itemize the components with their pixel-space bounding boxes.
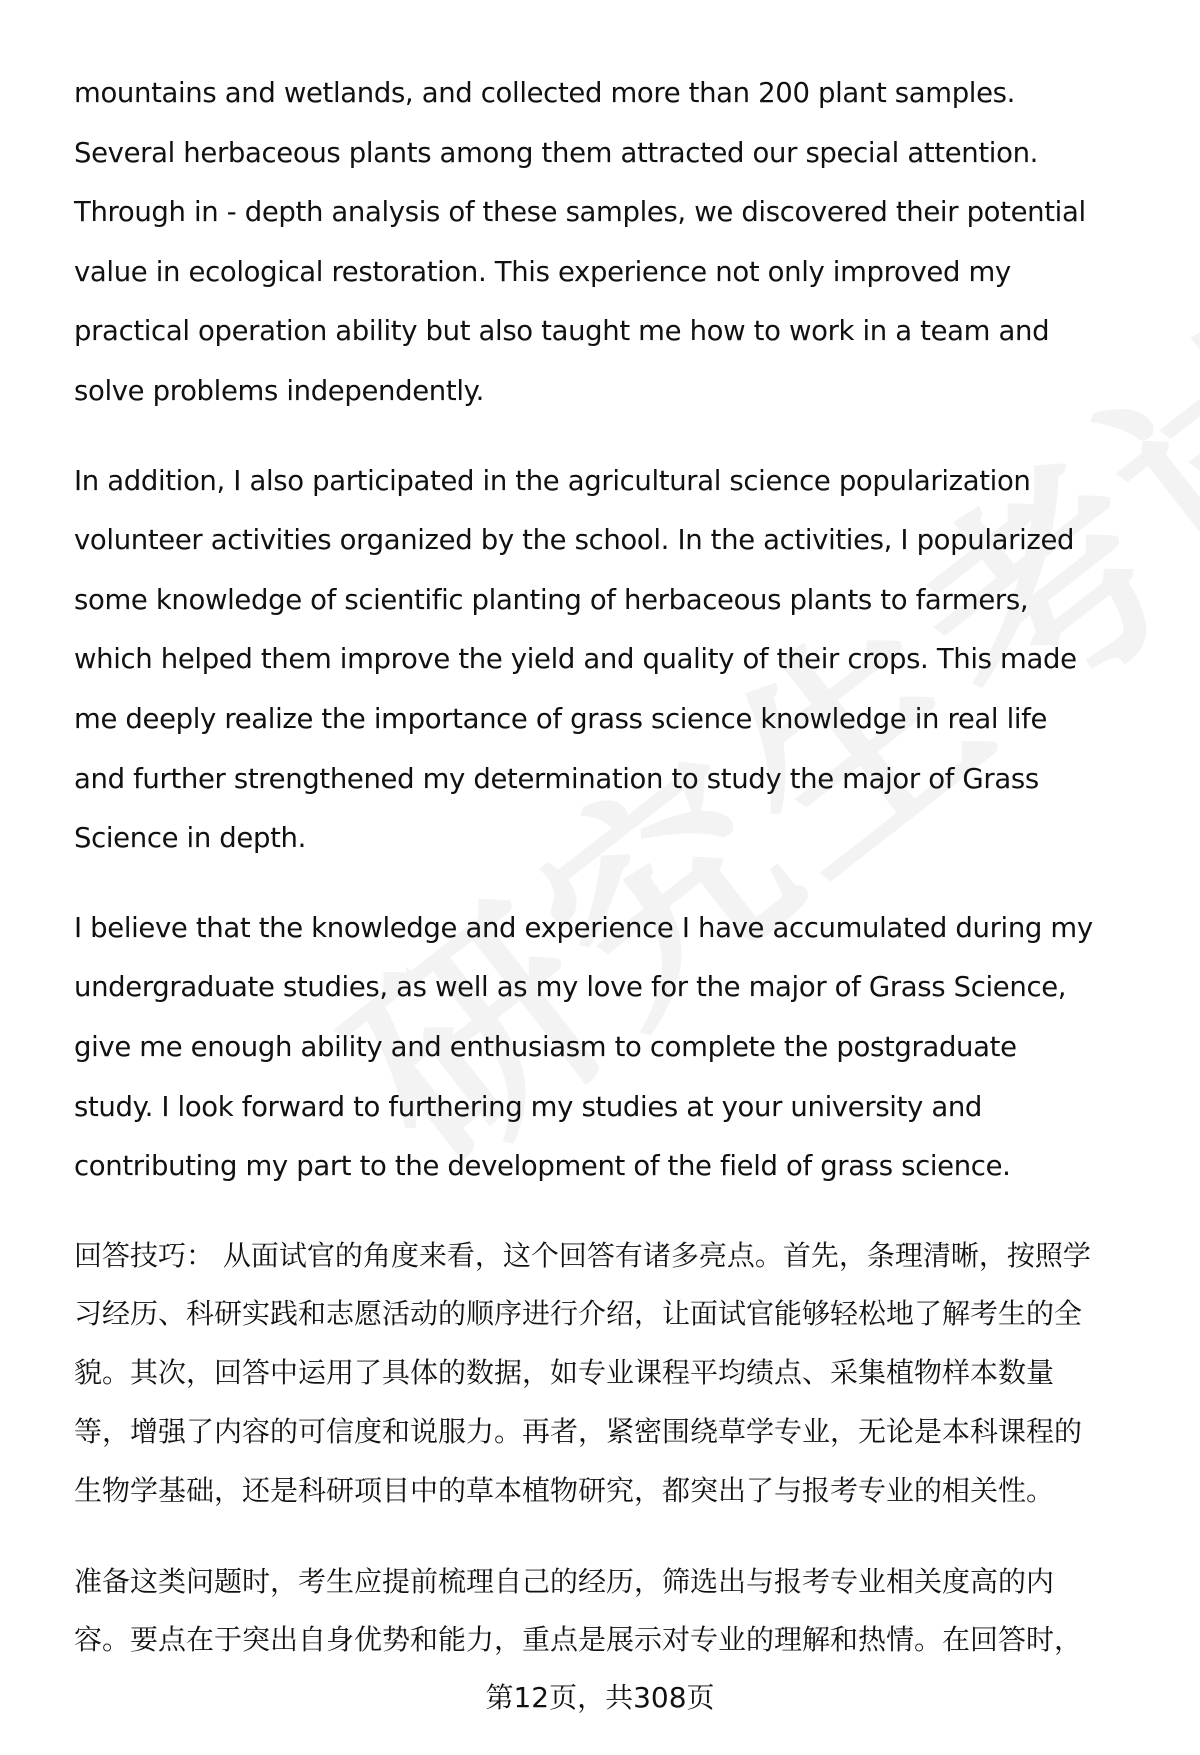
text-line: and further strengthened my determination to study the major of Grass	[74, 762, 1039, 795]
text-line: solve problems independently.	[74, 374, 485, 407]
text-line: mountains and wetlands, and collected more than 200 plant samples.	[74, 77, 1016, 109]
text-line: value in ecological restoration. This experience not only improved my	[74, 255, 1011, 288]
text-line: 习经历、科研实践和志愿活动的顺序进行介绍，让面试官能够轻松地了解考生的全	[74, 1297, 1083, 1331]
text-line: 准备这类问题时，考生应提前梳理自己的经历，筛选出与报考专业相关度高的内	[74, 1564, 1055, 1598]
text-line: contributing my part to the development of the field of grass science.	[74, 1150, 1011, 1183]
text-line: 貌。其次，回答中运用了具体的数据，如专业课程平均绩点、采集植物样本数量	[74, 1356, 1055, 1390]
paragraph-preparation	[74, 1553, 1164, 1671]
text-line: 回答技巧： 从面试官的角度来看，这个回答有诸多亮点。首先，条理清晰，按照学	[74, 1238, 1091, 1272]
text-line: 等，增强了内容的可信度和说服力。再者，紧密围绕草学专业，无论是本科课程的	[74, 1415, 1083, 1449]
paragraph-volunteer	[74, 452, 1164, 869]
page-number: 第12页，共308页	[485, 1681, 715, 1714]
text-line: I believe that the knowledge and experience I have accumulated during my	[74, 911, 1093, 944]
text-line: which helped them improve the yield and quality of their crops. This made	[74, 643, 1077, 676]
paragraph-answer-tips	[74, 1227, 1164, 1521]
text-line: Science in depth.	[74, 822, 306, 855]
text-line: study. I look forward to furthering my studies at your university and	[74, 1090, 983, 1123]
paragraph-conclusion	[74, 899, 1164, 1197]
text-line: 生物学基础，还是科研项目中的草本植物研究，都突出了与报考专业的相关性。	[74, 1473, 1055, 1507]
text-line: In addition, I also participated in the agricultural science popularization	[74, 464, 1031, 497]
text-line: give me enough ability and enthusiasm to complete the postgraduate	[74, 1030, 1017, 1063]
text-line: Through in - depth analysis of these samples, we discovered their potential	[74, 196, 1086, 229]
text-line: Several herbaceous plants among them attracted our special attention.	[74, 136, 1039, 169]
text-line: undergraduate studies, as well as my love for the major of Grass Science,	[74, 971, 1067, 1004]
page-body	[74, 64, 1164, 1702]
text-line: volunteer activities organized by the school. In the activities, I popularized	[74, 524, 1075, 557]
text-line: 容。要点在于突出自身优势和能力，重点是展示对专业的理解和热情。在回答时，	[74, 1623, 1083, 1657]
paragraph-field-research	[74, 64, 1164, 422]
text-line: practical operation ability but also taught me how to work in a team and	[74, 315, 1050, 348]
text-line: me deeply realize the importance of grass science knowledge in real life	[74, 702, 1048, 735]
text-line: some knowledge of scientific planting of herbaceous plants to farmers,	[74, 583, 1029, 616]
